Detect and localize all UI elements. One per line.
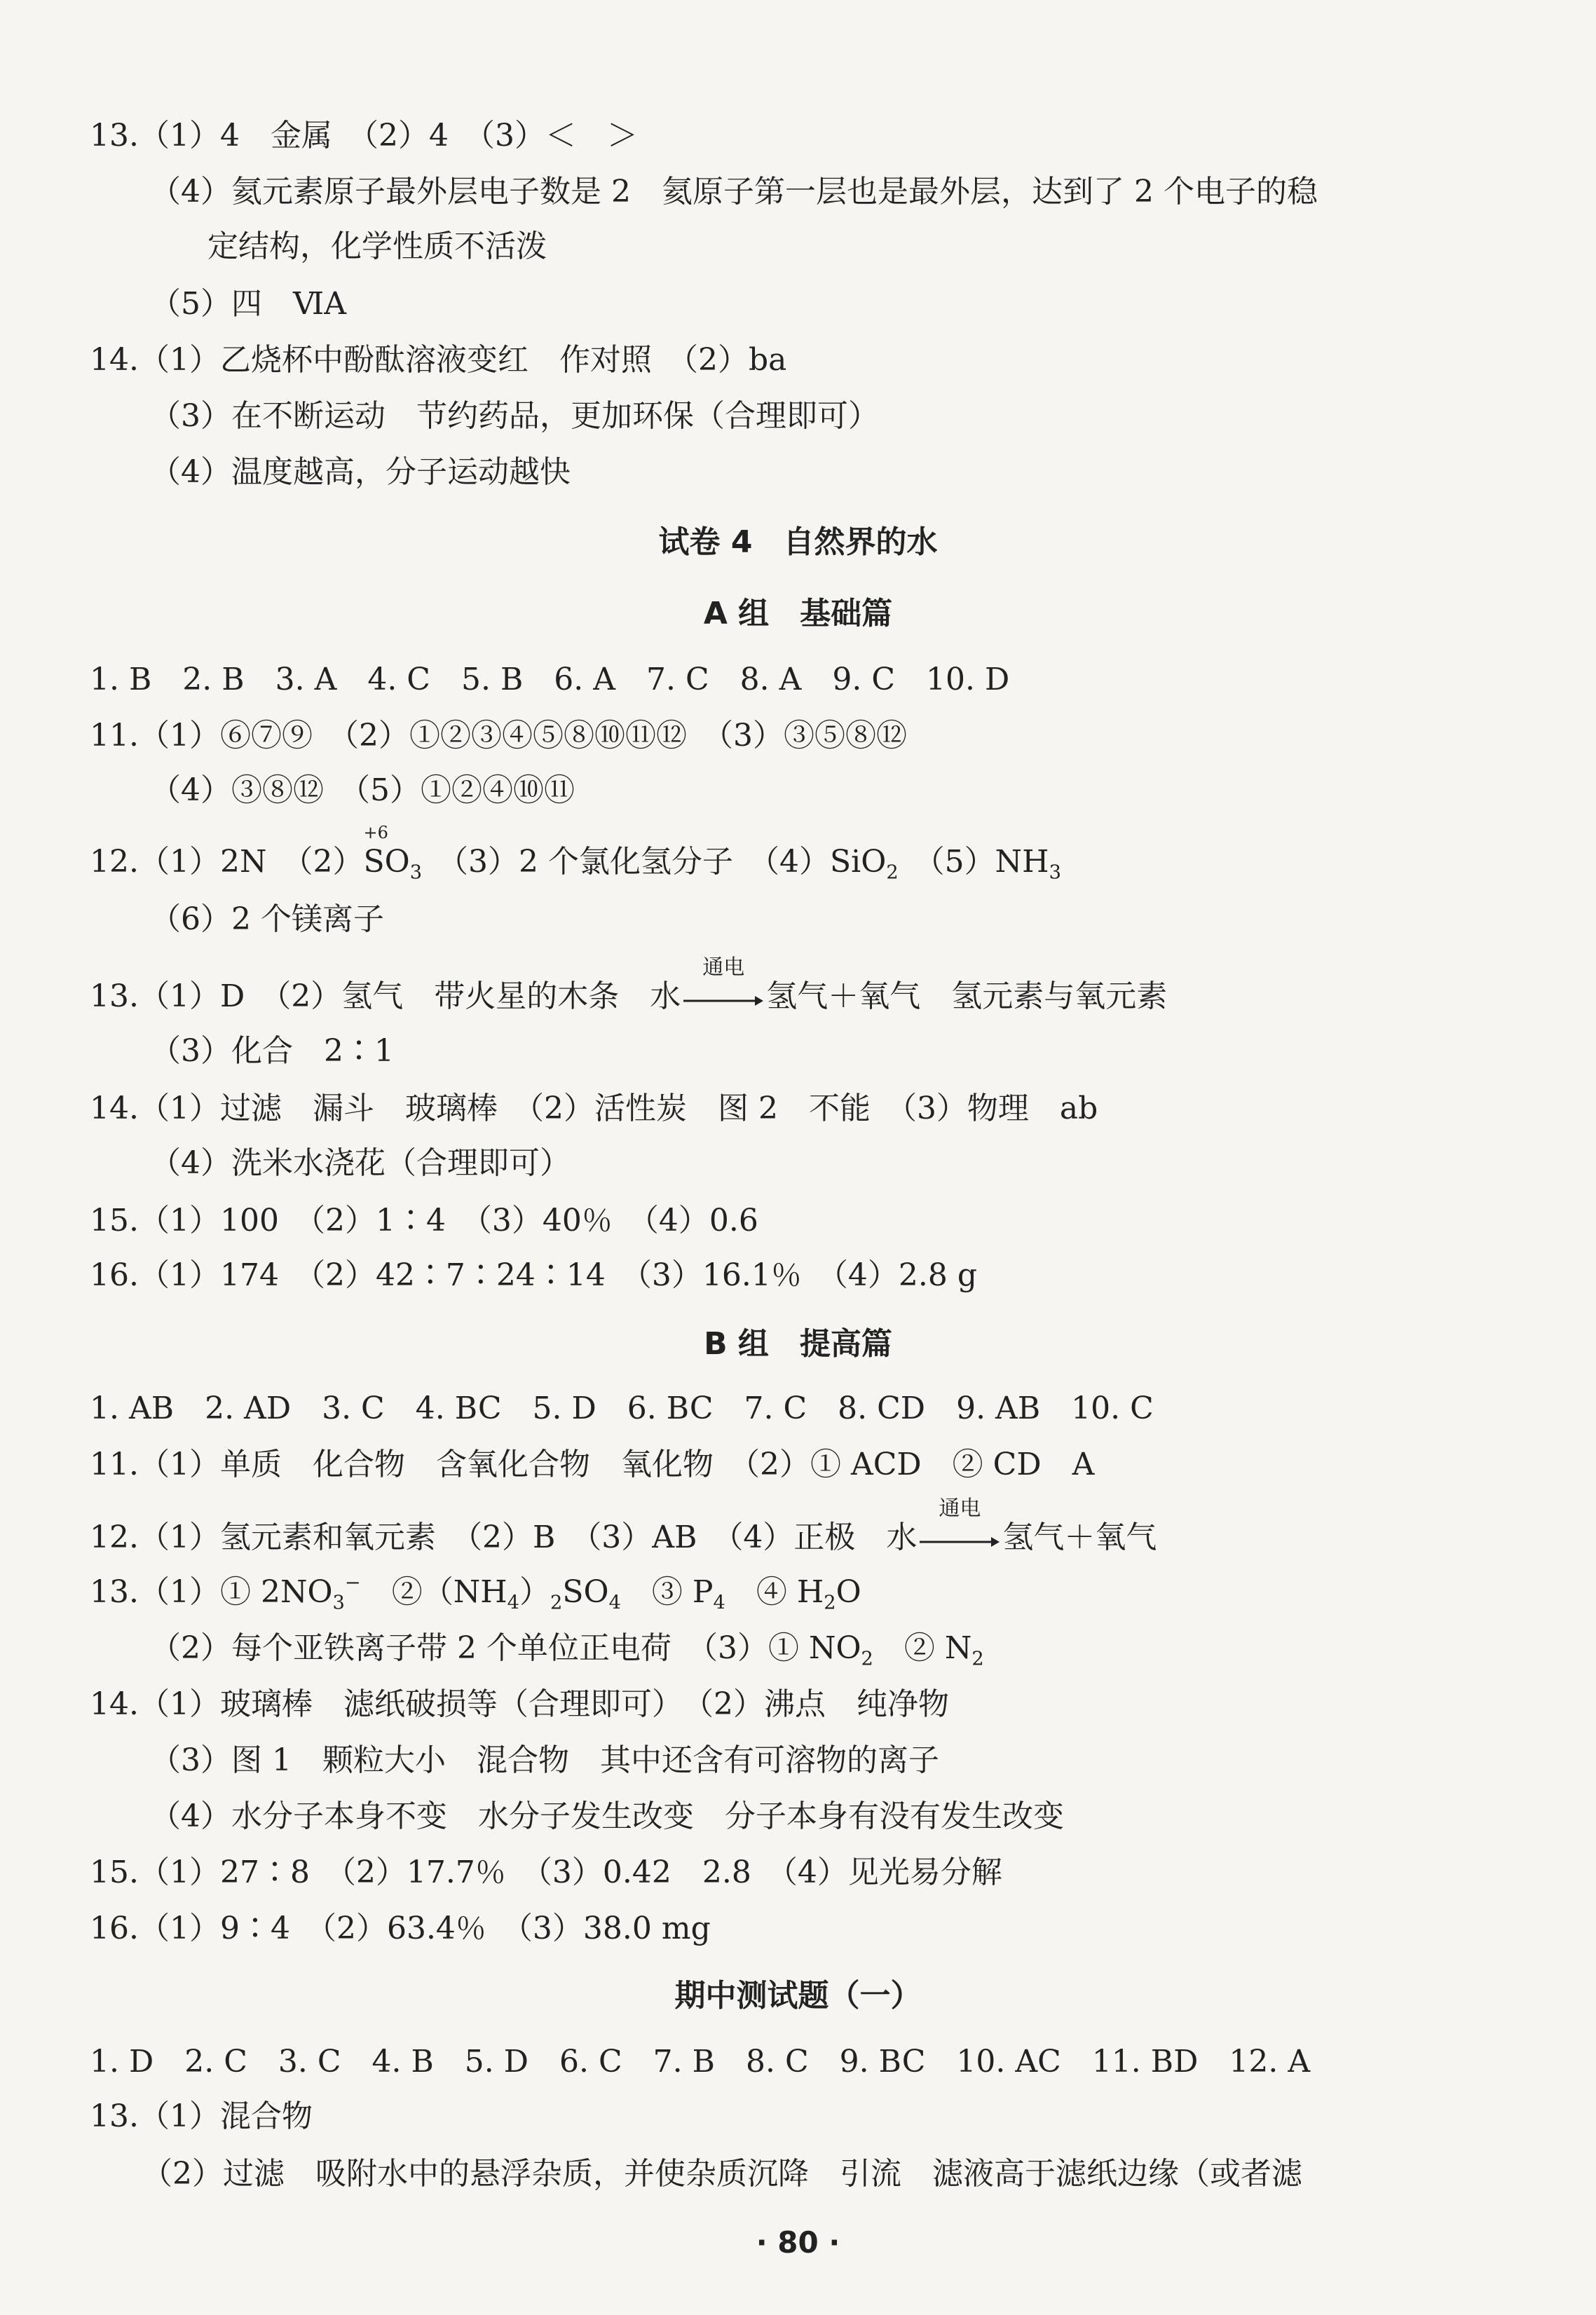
arrow-icon: [918, 1528, 1001, 1549]
answer-14-part3: （3）在不断运动 节约药品，更加环保（合理即可）: [150, 398, 879, 434]
answer-14-line1: 14.（1）乙烧杯中酚酞溶液变红 作对照 （2）ba: [90, 342, 787, 378]
arrow-icon: [682, 987, 765, 1008]
answer-14-part4: （4）温度越高，分子运动越快: [150, 454, 571, 490]
group-b-answer-13-line1: 13.（1）① $2NO_3^-$ $②(NH_4)_2SO_4$ ③ $P_4$ ④ $H_2O$: [90, 1571, 861, 1614]
midterm-heading: 期中测试题（一）: [674, 1978, 922, 2014]
group-a-answer-15: 15.（1）100 （2）1∶4 （3）40％ （4）0.6: [90, 1203, 758, 1238]
group-b-answer-14-line1: 14.（1）玻璃棒 滤纸破损等（合理即可） （2）沸点 纯净物: [90, 1686, 949, 1722]
answer-13-part5: （5）四 ⅥA: [150, 286, 347, 322]
group-b-answer-15: 15.（1）27∶8 （2）17.7％ （3）0.42 2.8 （4）见光易分解: [90, 1855, 1002, 1890]
group-b-answer-14-line3: （4）水分子本身不变 水分子发生改变 分子本身有没有发生改变: [150, 1798, 1064, 1834]
reaction-condition: 通电: [702, 955, 745, 980]
group-a-answer-11-line1: 11.（1）⑥⑦⑨ （2）①②③④⑤⑧⑩⑪⑫ （3）③⑤⑧⑫: [90, 718, 907, 753]
paper-4-heading: 试卷 4 自然界的水: [658, 524, 938, 560]
answer-13-part4-line2: 定结构，化学性质不活泼: [207, 228, 547, 264]
group-a-multiple-choice: 1. B 2. B 3. A 4. C 5. B 6. A 7. C 8. A 9. C 10. D: [90, 662, 1010, 697]
midterm-multiple-choice: 1. D 2. C 3. C 4. B 5. D 6. C 7. B 8. C 9. BC 10. AC 11. BD 12. A: [90, 2044, 1311, 2080]
midterm-answer-13-line2: （2）过滤 吸附水中的悬浮杂质，并使杂质沉降 引流 滤液高于滤纸边缘（或者滤: [142, 2156, 1302, 2192]
group-b-answer-11: 11.（1）单质 化合物 含氧化合物 氧化物 （2）① ACD ② CD A: [90, 1447, 1095, 1482]
sulfur-with-valence: +6 S: [363, 823, 388, 880]
group-a-answer-11-line2: （4）③⑧⑫ （5）①②④⑩⑪: [150, 772, 575, 808]
group-b-answer-16: 16.（1）9∶4 （2）63.4％ （3）38.0 mg: [90, 1911, 711, 1946]
group-b-multiple-choice: 1. AB 2. AD 3. C 4. BC 5. D 6. BC 7. C 8. CD 9. AB 10. C: [90, 1391, 1154, 1426]
group-b-answer-12: 12.（1）氢元素和氧元素 （2）B （3）AB （4）正极 水 通电 氢气＋氧气: [90, 1517, 1157, 1559]
reaction-arrow: [917, 1496, 1002, 1559]
group-a-heading: A 组 基础篇: [703, 596, 893, 631]
group-b-answer-14-line2: （3）图 1 颗粒大小 混合物 其中还含有可溶物的离子: [150, 1742, 939, 1778]
group-a-answer-12-line1: 12.（1）2N （2） +6 $SO_3$ （3）2 个氯化氢分子 （4）SiO$_2$ $(5)NH_3$: [90, 823, 1061, 884]
group-a-answer-14-line1: 14.（1）过滤 漏斗 玻璃棒 （2）活性炭 图 2 不能 （3）物理 ab: [90, 1091, 1098, 1126]
reaction-arrow: [681, 955, 766, 1018]
group-b-heading: B 组 提高篇: [704, 1326, 892, 1362]
group-a-answer-13-line2: （3）化合 2∶1: [150, 1033, 394, 1069]
group-a-answer-14-line2: （4）洗米水浇花（合理即可）: [150, 1145, 571, 1181]
reaction-condition: 通电: [939, 1496, 981, 1521]
group-a-answer-12-line2: （6）2 个镁离子: [150, 901, 384, 937]
group-b-answer-13-line2: （2）每个亚铁离子带 2 个单位正电荷 （3）① $NO_2$ ② $N_2$: [150, 1630, 984, 1670]
midterm-answer-13-line1: 13.（1）混合物: [90, 2098, 313, 2134]
group-a-answer-13-line1: 13.（1）D （2）氢气 带火星的木条 水 通电 氢气＋氧气 氢元素与氧元素: [90, 976, 1167, 1018]
answer-13-part4-line1: （4）氦元素原子最外层电子数是 2 氦原子第一层也是最外层，达到了 2 个电子的稳: [150, 174, 1318, 210]
group-a-answer-16: 16.（1）174 （2）42∶7∶24∶14 （3）16.1％ （4）2.8 g: [90, 1257, 977, 1293]
page-number: · 80 ·: [756, 2225, 840, 2260]
answer-13-line1: 13.（1）4 金属 （2）4 （3）＜ ＞: [90, 118, 638, 153]
